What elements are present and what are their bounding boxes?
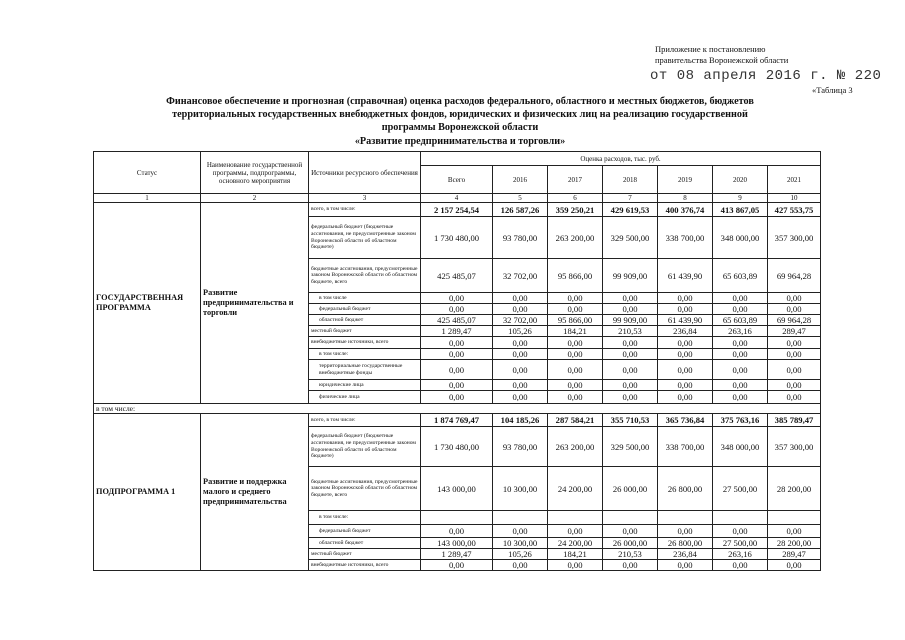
value-cell: 263,16: [713, 326, 768, 337]
approval-line-1: Приложение к постановлению: [655, 44, 766, 54]
value-cell: [421, 511, 493, 525]
value-cell: [658, 511, 713, 525]
source-label: местный бюджет: [309, 549, 421, 560]
value-cell: 0,00: [713, 337, 768, 349]
source-label: федеральный бюджет: [309, 304, 421, 315]
value-cell: [768, 511, 821, 525]
value-cell: 95 866,00: [548, 259, 603, 293]
header-status: Статус: [94, 152, 201, 194]
value-cell: 24 200,00: [548, 538, 603, 549]
header-year: 2019: [658, 166, 713, 194]
value-cell: 0,00: [548, 360, 603, 380]
value-cell: 0,00: [713, 560, 768, 571]
value-cell: 0,00: [768, 304, 821, 315]
value-cell: 0,00: [493, 391, 548, 404]
col-number: 1: [94, 194, 201, 203]
value-cell: 0,00: [713, 349, 768, 360]
value-cell: 24 200,00: [548, 467, 603, 511]
value-cell: 65 603,89: [713, 259, 768, 293]
value-cell: 0,00: [493, 304, 548, 315]
value-cell: 27 500,00: [713, 538, 768, 549]
value-cell: 32 702,00: [493, 259, 548, 293]
value-cell: 0,00: [493, 360, 548, 380]
value-cell: 210,53: [603, 326, 658, 337]
value-cell: 287 584,21: [548, 414, 603, 427]
col-number: 7: [603, 194, 658, 203]
header-year: 2017: [548, 166, 603, 194]
value-cell: 375 763,16: [713, 414, 768, 427]
value-cell: 61 439,90: [658, 259, 713, 293]
table-number: «Таблица 3: [812, 85, 853, 95]
value-cell: 0,00: [421, 560, 493, 571]
value-cell: 28 200,00: [768, 467, 821, 511]
col-number: 9: [713, 194, 768, 203]
value-cell: 0,00: [603, 349, 658, 360]
value-cell: 105,26: [493, 326, 548, 337]
value-cell: 0,00: [658, 293, 713, 304]
value-cell: 0,00: [421, 349, 493, 360]
value-cell: 0,00: [658, 304, 713, 315]
including-label: в том числе:: [94, 404, 821, 414]
source-label: юридические лица: [309, 380, 421, 391]
value-cell: 263,16: [713, 549, 768, 560]
value-cell: 0,00: [603, 391, 658, 404]
value-cell: 105,26: [493, 549, 548, 560]
value-cell: 0,00: [548, 349, 603, 360]
value-cell: 413 867,05: [713, 203, 768, 217]
value-cell: 0,00: [768, 560, 821, 571]
value-cell: 385 789,47: [768, 414, 821, 427]
value-cell: 0,00: [658, 525, 713, 538]
value-cell: 400 376,74: [658, 203, 713, 217]
value-cell: 357 300,00: [768, 427, 821, 467]
table-row: [94, 414, 821, 427]
value-cell: 425 485,07: [421, 259, 493, 293]
value-cell: 0,00: [548, 337, 603, 349]
value-cell: 289,47: [768, 549, 821, 560]
value-cell: 0,00: [603, 360, 658, 380]
value-cell: 0,00: [603, 337, 658, 349]
value-cell: 184,21: [548, 549, 603, 560]
source-label: всего, в том числе:: [309, 414, 421, 427]
value-cell: 0,00: [658, 360, 713, 380]
header-year: 2020: [713, 166, 768, 194]
header-total: Всего: [421, 166, 493, 194]
value-cell: 0,00: [658, 380, 713, 391]
value-cell: 236,84: [658, 549, 713, 560]
value-cell: 0,00: [713, 304, 768, 315]
value-cell: 0,00: [658, 337, 713, 349]
header-estimate: Оценка расходов, тыс. руб.: [421, 152, 821, 166]
title-line-3: программы Воронежской области: [381, 122, 539, 134]
value-cell: 0,00: [548, 380, 603, 391]
value-cell: 0,00: [658, 391, 713, 404]
source-label: местный бюджет: [309, 326, 421, 337]
value-cell: 357 300,00: [768, 217, 821, 259]
header-name: Наименование государственной программы, подпрограммы, основного мероприятия: [201, 152, 309, 194]
value-cell: 0,00: [713, 293, 768, 304]
value-cell: 1 289,47: [421, 549, 493, 560]
approval-line-2: правительства Воронежской области: [655, 55, 789, 65]
value-cell: [603, 511, 658, 525]
value-cell: 0,00: [603, 525, 658, 538]
value-cell: 0,00: [421, 380, 493, 391]
value-cell: 0,00: [713, 380, 768, 391]
value-cell: 348 000,00: [713, 427, 768, 467]
col-number: 4: [421, 194, 493, 203]
value-cell: 429 619,53: [603, 203, 658, 217]
value-cell: 93 780,00: [493, 427, 548, 467]
approval-note: [655, 44, 875, 66]
value-cell: 95 866,00: [548, 315, 603, 326]
value-cell: 0,00: [713, 391, 768, 404]
title-line-4: «Развитие предпринимательства и торговли»: [354, 135, 566, 147]
col-number: 5: [493, 194, 548, 203]
value-cell: 0,00: [421, 525, 493, 538]
value-cell: 427 553,75: [768, 203, 821, 217]
value-cell: 0,00: [768, 525, 821, 538]
value-cell: 27 500,00: [713, 467, 768, 511]
value-cell: 338 700,00: [658, 427, 713, 467]
col-number: 2: [201, 194, 309, 203]
header-year: 2016: [493, 166, 548, 194]
value-cell: 61 439,90: [658, 315, 713, 326]
source-label: всего, в том числе:: [309, 203, 421, 217]
title-line-2: территориальных государственных внебюджетных фондов, юридических и физических лиц на реализацию государственной: [172, 109, 748, 121]
finance-table: [93, 151, 821, 571]
program-status: ГОСУДАРСТВЕННАЯ ПРОГРАММА: [94, 203, 201, 404]
value-cell: 10 300,00: [493, 467, 548, 511]
including-row: [94, 404, 821, 414]
value-cell: 126 587,26: [493, 203, 548, 217]
source-label: физические лица: [309, 391, 421, 404]
table-row: [94, 203, 821, 217]
value-cell: 0,00: [548, 304, 603, 315]
value-cell: 99 909,00: [603, 315, 658, 326]
value-cell: 0,00: [421, 391, 493, 404]
value-cell: 69 964,28: [768, 259, 821, 293]
col-number: 10: [768, 194, 821, 203]
value-cell: 0,00: [493, 349, 548, 360]
value-cell: 0,00: [421, 360, 493, 380]
value-cell: 0,00: [548, 560, 603, 571]
value-cell: 0,00: [658, 349, 713, 360]
value-cell: 0,00: [603, 304, 658, 315]
value-cell: 0,00: [421, 293, 493, 304]
value-cell: 0,00: [493, 337, 548, 349]
value-cell: [548, 511, 603, 525]
value-cell: 0,00: [768, 349, 821, 360]
value-cell: 143 000,00: [421, 538, 493, 549]
value-cell: 32 702,00: [493, 315, 548, 326]
value-cell: 26 000,00: [603, 467, 658, 511]
value-cell: 0,00: [768, 337, 821, 349]
value-cell: 1 730 480,00: [421, 217, 493, 259]
value-cell: 93 780,00: [493, 217, 548, 259]
value-cell: 329 500,00: [603, 217, 658, 259]
value-cell: 0,00: [768, 380, 821, 391]
subprogram-status: ПОДПРОГРАММА 1: [94, 414, 201, 571]
source-label: внебюджетные источники, всего: [309, 560, 421, 571]
value-cell: 0,00: [493, 525, 548, 538]
value-cell: 0,00: [713, 360, 768, 380]
value-cell: 0,00: [548, 525, 603, 538]
value-cell: 0,00: [768, 360, 821, 380]
value-cell: 236,84: [658, 326, 713, 337]
value-cell: [493, 511, 548, 525]
value-cell: 28 200,00: [768, 538, 821, 549]
value-cell: 0,00: [713, 525, 768, 538]
value-cell: 2 157 254,54: [421, 203, 493, 217]
value-cell: 365 736,84: [658, 414, 713, 427]
header-year: 2018: [603, 166, 658, 194]
value-cell: 26 800,00: [658, 467, 713, 511]
value-cell: 263 200,00: [548, 427, 603, 467]
value-cell: 425 485,07: [421, 315, 493, 326]
source-label: территориальные государственные внебюджетные фонды: [309, 360, 421, 380]
approval-date: от 08 апреля 2016 г. № 220: [650, 68, 882, 84]
value-cell: 99 909,00: [603, 259, 658, 293]
source-label: в том числе:: [309, 349, 421, 360]
value-cell: 0,00: [421, 337, 493, 349]
source-label: бюджетные ассигнования, предусмотренные законом Воронежской области об областном бюджете, всего: [309, 467, 421, 511]
value-cell: 359 250,21: [548, 203, 603, 217]
source-label: областной бюджет: [309, 538, 421, 549]
value-cell: 0,00: [548, 391, 603, 404]
col-number: 3: [309, 194, 421, 203]
title-line-1: Финансовое обеспечение и прогнозная (справочная) оценка расходов федерального, областного и местных бюджетов, бюджетов: [166, 96, 754, 107]
value-cell: 184,21: [548, 326, 603, 337]
value-cell: 0,00: [768, 293, 821, 304]
value-cell: 0,00: [603, 293, 658, 304]
program-name: Развитие предпринимательства и торговли: [201, 203, 309, 404]
value-cell: 329 500,00: [603, 427, 658, 467]
value-cell: 26 800,00: [658, 538, 713, 549]
value-cell: 0,00: [421, 304, 493, 315]
value-cell: 69 964,28: [768, 315, 821, 326]
value-cell: 348 000,00: [713, 217, 768, 259]
value-cell: 1 874 769,47: [421, 414, 493, 427]
header-year: 2021: [768, 166, 821, 194]
value-cell: 1 289,47: [421, 326, 493, 337]
source-label: областной бюджет: [309, 315, 421, 326]
value-cell: 263 200,00: [548, 217, 603, 259]
value-cell: 0,00: [493, 293, 548, 304]
value-cell: 1 730 480,00: [421, 427, 493, 467]
source-label: в том числе: [309, 293, 421, 304]
value-cell: 26 000,00: [603, 538, 658, 549]
value-cell: 0,00: [658, 560, 713, 571]
value-cell: 0,00: [603, 380, 658, 391]
value-cell: [713, 511, 768, 525]
source-label: в том числе:: [309, 511, 421, 525]
value-cell: 104 185,26: [493, 414, 548, 427]
document-title: [100, 95, 820, 148]
value-cell: 10 300,00: [493, 538, 548, 549]
col-number: 8: [658, 194, 713, 203]
value-cell: 338 700,00: [658, 217, 713, 259]
value-cell: 0,00: [493, 380, 548, 391]
value-cell: 65 603,89: [713, 315, 768, 326]
value-cell: 0,00: [548, 293, 603, 304]
source-label: бюджетные ассигнования, предусмотренные законом Воронежской области об областном бюджете, всего: [309, 259, 421, 293]
value-cell: 0,00: [603, 560, 658, 571]
source-label: федеральный бюджет (бюджетные ассигнования, не предусмотренные законом Воронежской области об областном бюджете): [309, 217, 421, 259]
source-label: федеральный бюджет: [309, 525, 421, 538]
value-cell: 143 000,00: [421, 467, 493, 511]
value-cell: 0,00: [493, 560, 548, 571]
subprogram-name: Развитие и поддержка малого и среднего предпринимательства: [201, 414, 309, 571]
col-number: 6: [548, 194, 603, 203]
source-label: федеральный бюджет (бюджетные ассигнования, не предусмотренные законом Воронежской области об областном бюджете): [309, 427, 421, 467]
value-cell: 355 710,53: [603, 414, 658, 427]
value-cell: 289,47: [768, 326, 821, 337]
header-source: Источники ресурсного обеспечения: [309, 152, 421, 194]
value-cell: 0,00: [768, 391, 821, 404]
value-cell: 210,53: [603, 549, 658, 560]
source-label: внебюджетные источники, всего: [309, 337, 421, 349]
